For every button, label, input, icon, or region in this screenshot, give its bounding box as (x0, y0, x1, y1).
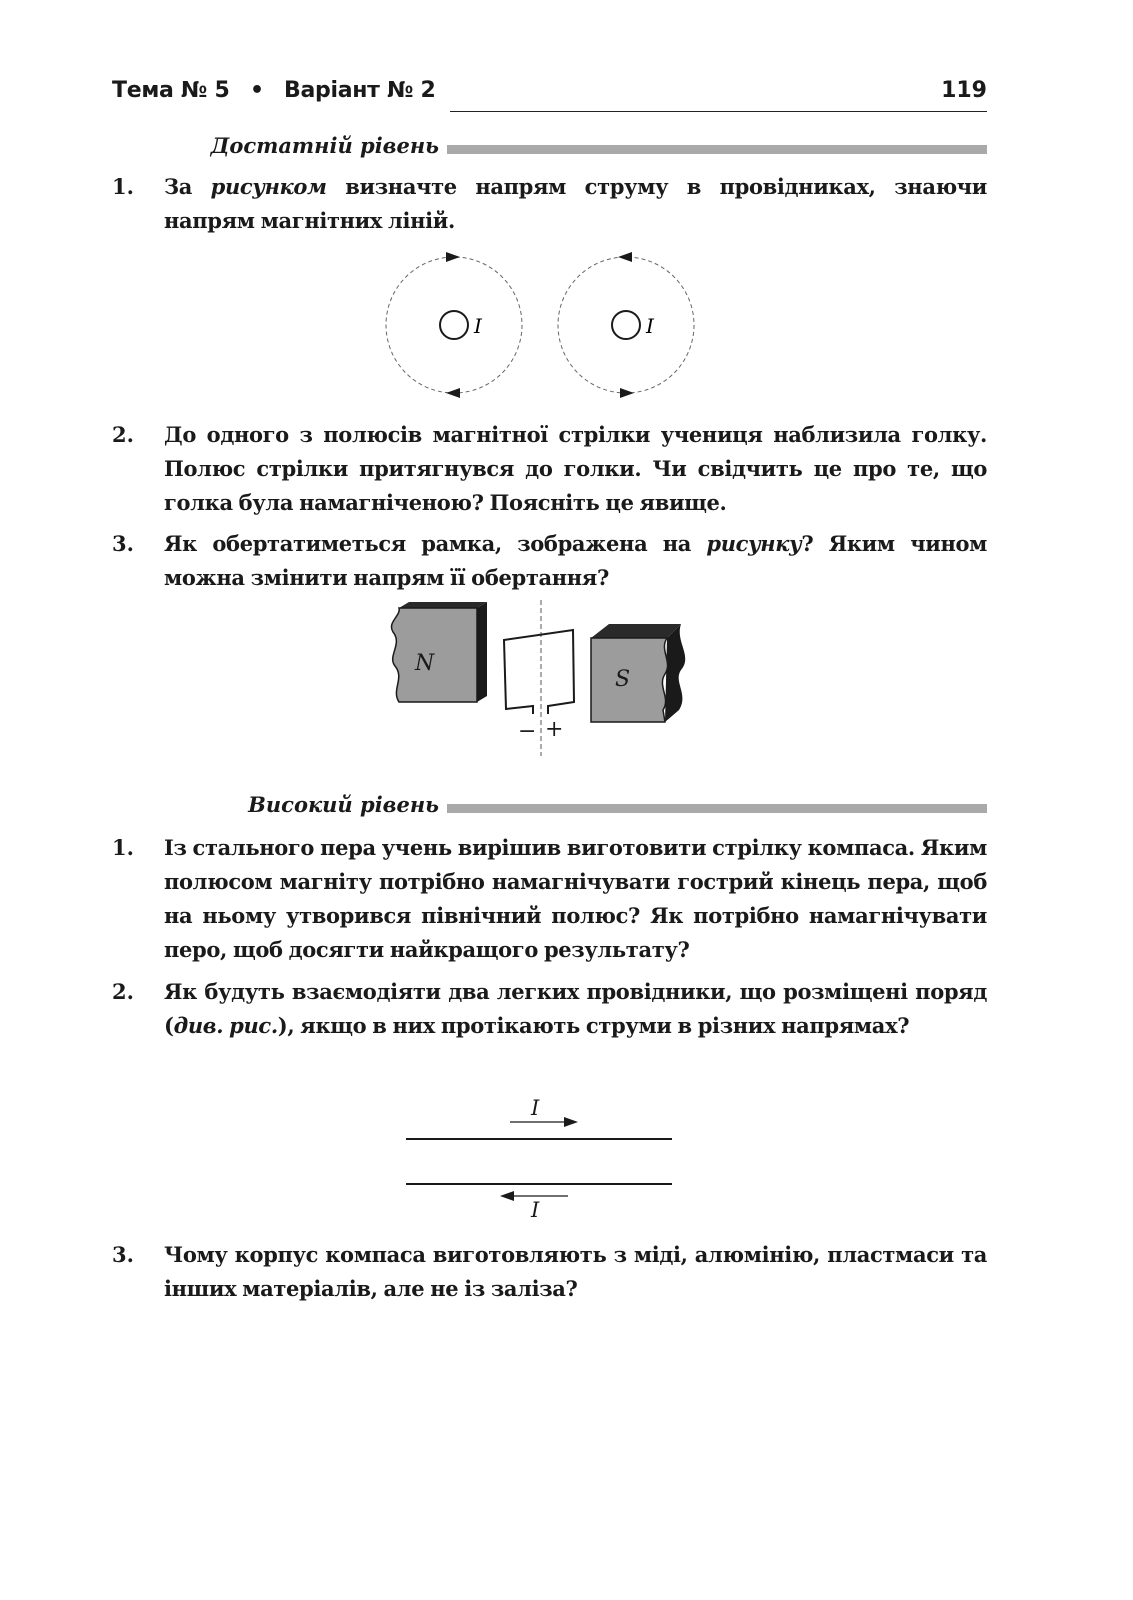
figure-frame-in-magnet (375, 598, 705, 758)
current-label: I (646, 314, 654, 338)
magnet-south (591, 624, 685, 722)
task-number: 1. (112, 174, 134, 199)
arrow-right-icon (620, 388, 634, 398)
arrow-right-icon (446, 252, 460, 262)
topic-label: Тема № 5 (112, 78, 230, 103)
figure-parallel-wires (400, 1090, 680, 1220)
current-label-bottom: I (531, 1198, 540, 1220)
task-text: До одного з полюсів магнітної стрілки учениця наблизила голку. Полюс стрілки притягнувся до голки. Чи свідчить це про те, що голка була намагніченою? Поясніть це явище. (164, 422, 987, 515)
arrow-right-icon (564, 1117, 578, 1127)
current-label-top: I (531, 1096, 540, 1120)
variant-label: Варіант № 2 (284, 78, 436, 103)
current-frame (504, 600, 574, 756)
conductor-right (558, 252, 694, 398)
south-label: S (615, 667, 631, 692)
conductor-left (386, 252, 522, 398)
current-label: I (474, 314, 482, 338)
level-title: Достатній рівень (210, 133, 439, 158)
task-text: Із стального пера учень вирішив виготовити стрілку компаса. Яким полюсом магніту потрібно намагнічувати гострий кінець пера, щоб на ньому утворився північний полюс? Як потрібно намагнічувати перо, щоб досягти найкращого результату? (164, 835, 987, 962)
task-text: Чому корпус компаса виготовляють з міді, алюмінію, пластмаси та інших матеріалів, але не із заліза? (164, 1242, 987, 1301)
task-number: 2. (112, 422, 134, 447)
north-label: N (415, 651, 435, 676)
magnet-north (391, 602, 487, 702)
header-rule (450, 111, 987, 112)
arrow-left-icon (446, 388, 460, 398)
task-text: За рисунком визначте напрям струму в провідниках, знаючи напрям магнітних ліній. (164, 174, 987, 233)
level-title: Високий рівень (248, 792, 439, 817)
header-bullet: • (250, 78, 264, 103)
minus-sign: − (518, 719, 537, 744)
task-number: 3. (112, 1242, 134, 1267)
figure-field-lines (380, 245, 710, 405)
task-number: 3. (112, 531, 134, 556)
task-text: Як обертатиметься рамка, зображена на рисунку? Яким чином можна змінити напрям її обертання? (164, 531, 988, 590)
task-number: 1. (112, 835, 134, 860)
level-bar (447, 804, 987, 813)
arrow-left-icon (500, 1191, 514, 1201)
page-number: 119 (941, 78, 987, 103)
plus-sign: + (545, 717, 564, 742)
level-heading-sufficient (0, 133, 987, 163)
task-number: 2. (112, 979, 134, 1004)
level-heading-high (0, 792, 987, 822)
arrow-left-icon (618, 252, 632, 262)
level-bar (447, 145, 987, 154)
page-header (112, 78, 987, 114)
task-text: Як будуть взаємодіяти два легких провідники, що розміщені поряд (див. рис.), якщо в них протікають струми в різних напрямах? (164, 979, 987, 1038)
